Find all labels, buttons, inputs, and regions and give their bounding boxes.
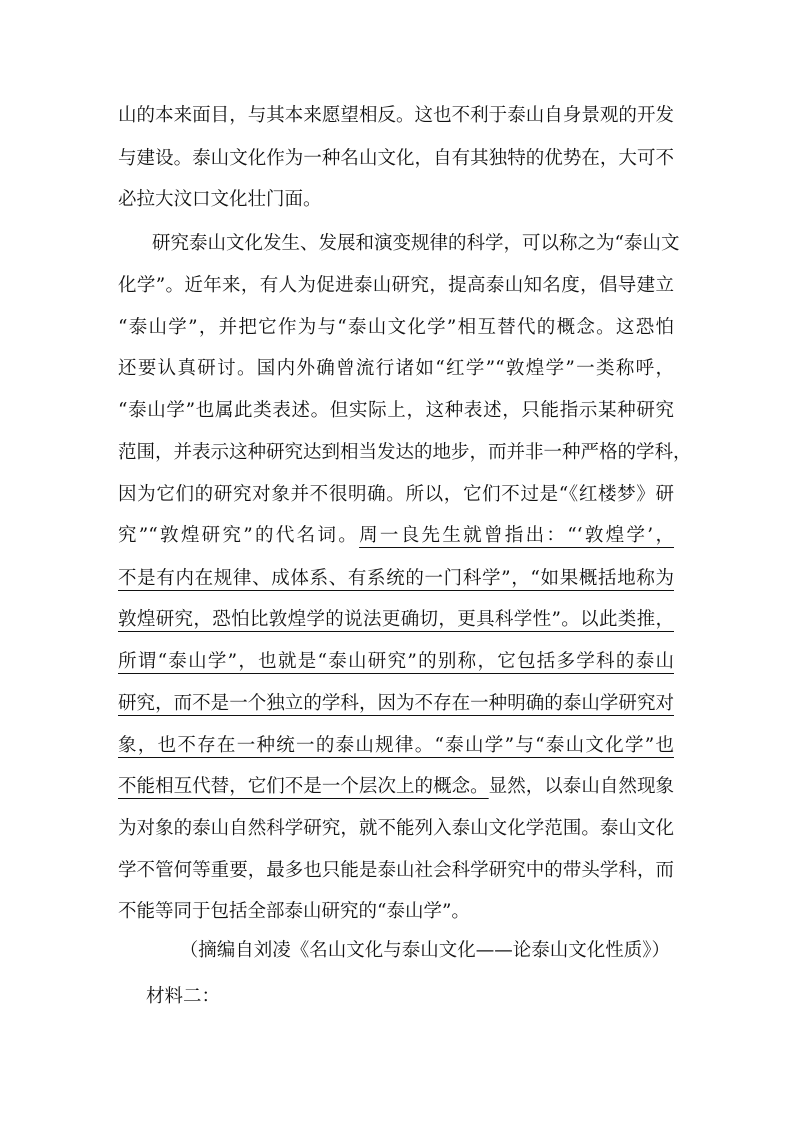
paragraph2-line-1: 研究泰山文化发生、发展和演变规律的科学，可以称之为“泰山文 xyxy=(152,233,680,254)
paragraph2-line-8-underlined: 周一良先生就曾指出：“‘敦煌学’， xyxy=(359,525,674,546)
paragraph2-line-8 xyxy=(118,524,674,548)
paragraph1-line-2: 与建设。泰山文化作为一种名山文化，自有其独特的优势在，大可不 xyxy=(118,148,674,169)
paragraph2-line-3: “泰山学”，并把它作为与“泰山文化学”相互替代的概念。这恐怕 xyxy=(118,317,674,338)
paragraph2-line-11: 所谓“泰山学”，也就是“泰山研究”的别称，它包括多学科的泰山 xyxy=(118,651,674,672)
paragraph2-line-10: 敦煌研究，恐怕比敦煌学的说法更确切，更具科学性”。以此类推， xyxy=(118,609,674,630)
paragraph2-line-15: 为对象的泰山自然科学研究，就不能列入泰山文化学范围。泰山文化 xyxy=(118,818,674,839)
paragraph2-line-16: 学不管何等重要，最多也只能是泰山社会科学研究中的带头学科，而 xyxy=(118,860,674,881)
paragraph2-line-7: 因为它们的研究对象并不很明确。所以，它们不过是“《红楼梦》研 xyxy=(118,484,674,505)
material-two-label: 材料二： xyxy=(146,986,221,1007)
paragraph2-line-2: 化学”。近年来，有人为促进泰山研究，提高泰山知名度，倡导建立 xyxy=(118,275,674,296)
paragraph2-line-5: “泰山学”也属此类表述。但实际上，这种表述，只能指示某种研究 xyxy=(118,400,674,421)
paragraph2-line-6: 范围，并表示这种研究达到相当发达的地步，而并非一种严格的学科， xyxy=(118,442,692,463)
paragraph2-line-13: 象，也不存在一种统一的泰山规律。“泰山学”与“泰山文化学”也 xyxy=(118,735,674,756)
source-citation: （摘编自刘凌《名山文化与泰山文化——论泰山文化性质》） xyxy=(179,940,670,961)
paragraph2-line-8-plain: 究”“敦煌研究”的代名词。 xyxy=(118,525,360,546)
paragraph2-line-12: 研究，而不是一个独立的学科，因为不存在一种明确的泰山学研究对 xyxy=(118,693,674,714)
paragraph2-line-4: 还要认真研讨。国内外确曾流行诸如“红学”“敦煌学”一类称呼， xyxy=(118,358,674,379)
paragraph2-line-9: 不是有内在规律、成体系、有系统的一门科学”，“如果概括地称为 xyxy=(118,568,674,589)
paragraph2-line-14-underlined: 不能相互代替，它们不是一个层次上的概念。 xyxy=(118,776,489,797)
paragraph2-line-17: 不能等同于包括全部泰山研究的“泰山学”。 xyxy=(118,901,470,922)
paragraph1-line-3: 必拉大汶口文化壮门面。 xyxy=(118,189,322,210)
paragraph2-line-14 xyxy=(118,775,674,799)
paragraph2-line-14-plain: 显然，以泰山自然现象 xyxy=(488,776,674,797)
paragraph1-line-1: 山的本来面目，与其本来愿望相反。这也不利于泰山自身景观的开发 xyxy=(118,105,674,126)
